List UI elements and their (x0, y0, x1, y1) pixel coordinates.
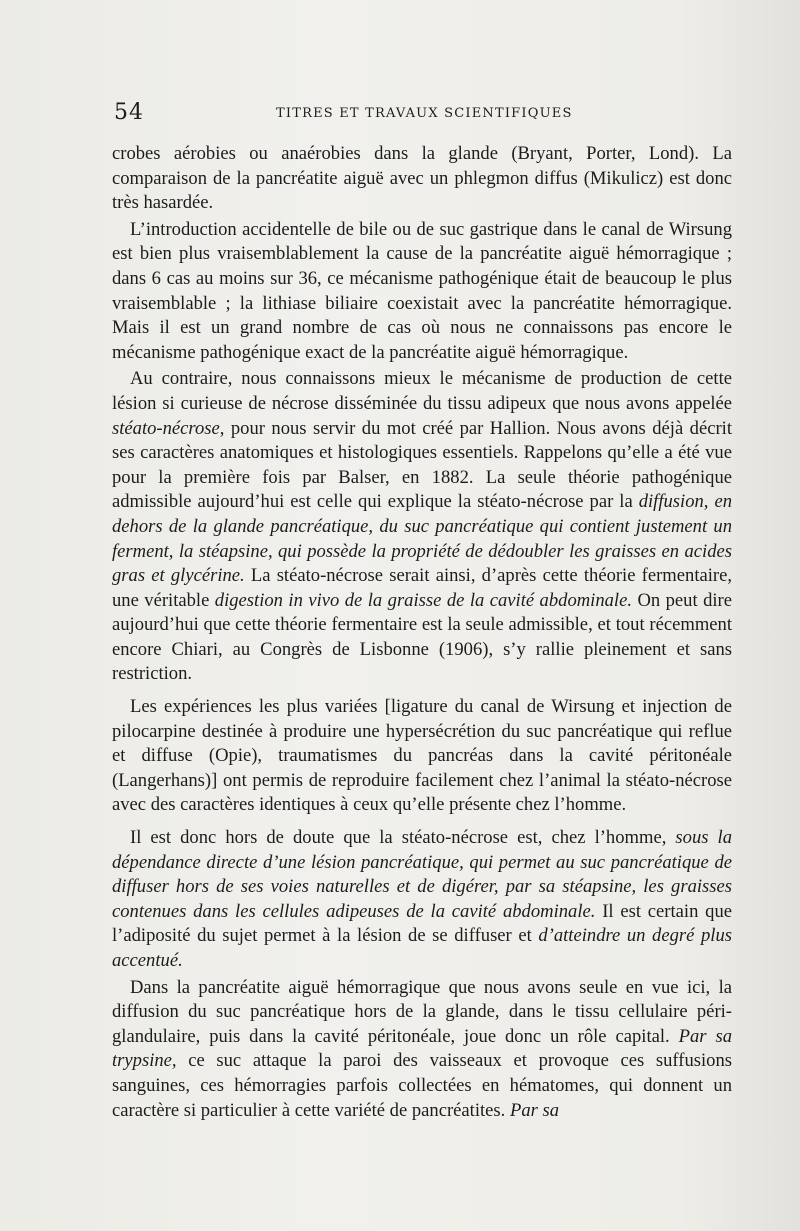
text-run: Au contraire, nous connaissons mieux le mécanisme de production de cette lésion si curieuse de nécrose disséminée du tissu adipeux que nous avons appelée (112, 368, 732, 414)
italic-run: stéato-nécrose (112, 417, 220, 439)
paragraph (112, 218, 732, 366)
italic-run: digestion in vivo de la graisse de la cavité abdominale. (214, 589, 633, 611)
text-run: L’introduction accidentelle de bile ou de suc gastrique dans le canal de Wirsung est bien plus vraisemblablement la cause de la pancréatite aiguë hémorragique ; dans 6 cas au moins sur 36, ce mécanisme pathogénique était de beaucoup le plus vraisemblable ; la lithiase biliaire coexistait avec la pancréatite hémorragique. Mais il est un grand nombre de cas où nous ne connaissons pas encore le mécanisme pathogénique exact de la pancréatite aiguë hémorragique. (112, 218, 732, 363)
paragraph (112, 142, 732, 216)
text-run: Il est donc hors de doute que la stéato-nécrose est, chez l’homme, (130, 827, 676, 849)
page-header (114, 100, 734, 130)
text-run: crobes aérobies ou anaérobies dans la glande (Bryant, Porter, Lond). La comparaison de la pancréatite aiguë avec un phlegmon diffus (Mikulicz) est donc très hasardée. (112, 143, 732, 214)
text-run: Il est certain que l’adiposité du sujet permet à la lésion de se diffuser et (112, 900, 732, 947)
italic-run: sous la dépendance directe d’une lésion pancréatique, qui permet au suc pancréatique de diffuser hors de ses voies naturelles et de digérer, par sa stéapsine, les graisses contenues dans les cellules adipeuses de la cavité abdominale. (112, 827, 733, 922)
italic-run: d’atteindre un degré plus accentué. (112, 925, 732, 971)
text-run: Dans la pancréatite aiguë hémorragique que nous avons seule en vue ici, la diffusion du suc pancréatique hors de la glande, dans le tissu cellulaire péri-glandulaire, puis dans la cavité péritonéale, joue donc un rôle capital. (112, 976, 732, 1047)
page-number: 54 (114, 100, 144, 125)
text-run: La stéato-nécrose serait ainsi, d’après cette théorie fermentaire, une véritable (112, 565, 732, 611)
text-run: Les expériences les plus variées [ligature du canal de Wirsung et injection de pilocarpine destinée à produire une hypersécrétion du suc pancréatique qui reflue et diffuse (Opie), traumatismes du pancréas dans la cavité péritonéale (Langerhans)] ont permis de reproduire facilement chez l’animal la stéato-nécrose avec des caractères identiques à ceux qu’elle présente chez l’homme. (112, 696, 732, 816)
italic-run: Par sa trypsine, (112, 1025, 732, 1072)
paragraph (112, 976, 732, 1124)
text-run: On peut dire aujourd’hui que cette théorie fermentaire est la seule admissible, et tout récemment encore Chiari, au Congrès de Lisbonne (1906), s’y rallie pleinement et sans restriction. (112, 589, 733, 685)
text-run: ce suc attaque la paroi des vaisseaux et provoque ces suffusions sanguines, ces hémorragies parfois collectées en hématomes, qui donnent un caractère si particulier à cette variété de pancréatites. (112, 1050, 732, 1121)
italic-run: diffusion, en dehors de la glande pancréatique, du suc pancréatique qui contient justement un ferment, la stéapsine, qui possède la propriété de dédoubler les graisses en acides gras et glycérine. (112, 491, 733, 587)
body-text (112, 142, 732, 1123)
text-run: , pour nous servir du mot créé par Hallion. Nous avons déjà décrit ses caractères anatomiques et histologiques essentiels. Rappelons qu’elle a été vue pour la première fois par Balser, en 1882. La seule théorie pathogénique admissible aujourd’hui est celle qui explique la stéato-nécrose par la (112, 417, 732, 513)
italic-run: Par sa (509, 1099, 560, 1121)
running-title: TITRES ET TRAVAUX SCIENTIFIQUES (276, 106, 573, 121)
paragraph (112, 826, 732, 974)
paragraph (112, 367, 732, 687)
paragraph (112, 695, 732, 818)
